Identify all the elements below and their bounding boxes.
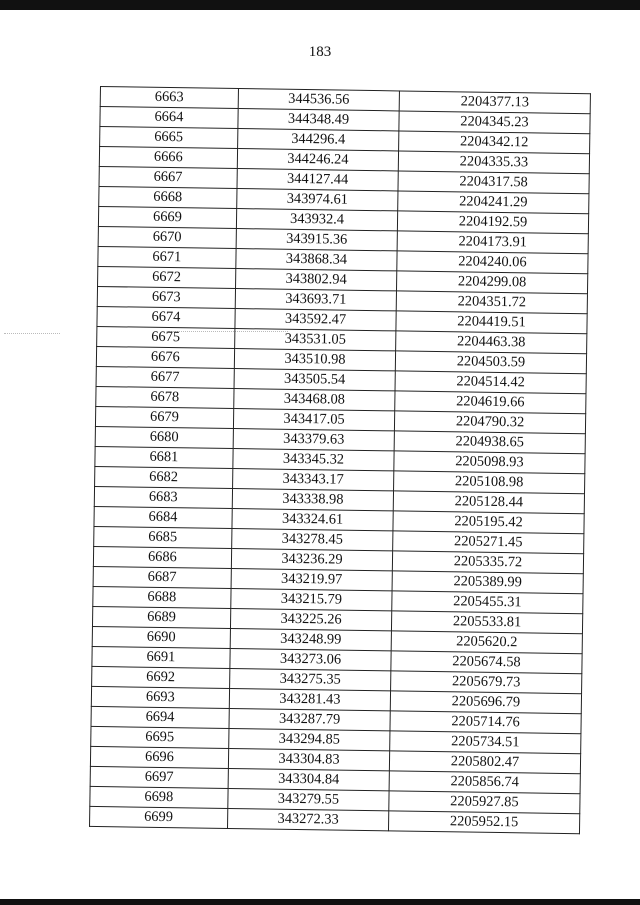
y-coordinate-cell: 2205952.15 xyxy=(388,811,579,834)
point-number-cell: 6690 xyxy=(92,626,230,648)
x-coordinate-cell: 343379.63 xyxy=(233,429,394,451)
page-number: 183 xyxy=(308,44,332,60)
y-coordinate-cell: 2204299.08 xyxy=(396,271,587,294)
x-coordinate-cell: 343281.43 xyxy=(229,688,390,710)
y-coordinate-cell: 2204192.59 xyxy=(397,211,588,234)
y-coordinate-cell: 2205714.76 xyxy=(390,711,581,734)
y-coordinate-cell: 2204241.29 xyxy=(398,191,589,214)
x-coordinate-cell: 343272.33 xyxy=(227,808,388,830)
point-number-cell: 6684 xyxy=(94,506,232,528)
point-number-cell: 6669 xyxy=(98,206,236,228)
point-number-cell: 6692 xyxy=(92,666,230,688)
y-coordinate-cell: 2205802.47 xyxy=(389,751,580,774)
point-number-cell: 6680 xyxy=(95,426,233,448)
point-number-cell: 6673 xyxy=(97,286,235,308)
point-number-cell: 6689 xyxy=(92,606,230,628)
point-number-cell: 6688 xyxy=(93,586,231,608)
x-coordinate-cell: 343345.32 xyxy=(233,449,394,471)
scan-artifact xyxy=(4,333,60,334)
y-coordinate-cell: 2205696.79 xyxy=(390,691,581,714)
point-number-cell: 6667 xyxy=(99,166,237,188)
x-coordinate-cell: 343248.99 xyxy=(230,628,391,650)
x-coordinate-cell: 344296.4 xyxy=(238,129,399,151)
x-coordinate-cell: 343868.34 xyxy=(236,249,397,271)
y-coordinate-cell: 2204619.66 xyxy=(395,391,586,414)
y-coordinate-cell: 2205734.51 xyxy=(390,731,581,754)
x-coordinate-cell: 343343.17 xyxy=(233,469,394,491)
y-coordinate-cell: 2204240.06 xyxy=(397,251,588,274)
point-number-cell: 6697 xyxy=(90,766,228,788)
x-coordinate-cell: 343324.61 xyxy=(232,509,393,531)
x-coordinate-cell: 343273.06 xyxy=(230,648,391,670)
y-coordinate-cell: 2205195.42 xyxy=(393,511,584,534)
y-coordinate-cell: 2205620.2 xyxy=(391,631,582,654)
scan-top-edge xyxy=(0,0,640,10)
y-coordinate-cell: 2204335.33 xyxy=(398,151,589,174)
x-coordinate-cell: 343915.36 xyxy=(236,229,397,251)
x-coordinate-cell: 343468.08 xyxy=(234,389,395,411)
x-coordinate-cell: 343278.45 xyxy=(232,529,393,551)
x-coordinate-cell: 343505.54 xyxy=(234,369,395,391)
point-number-cell: 6664 xyxy=(100,107,238,129)
x-coordinate-cell: 343932.4 xyxy=(236,209,397,231)
x-coordinate-cell: 343802.94 xyxy=(236,269,397,291)
point-number-cell: 6677 xyxy=(96,366,234,388)
y-coordinate-cell: 2205389.99 xyxy=(392,571,583,594)
y-coordinate-cell: 2204938.65 xyxy=(394,431,585,454)
y-coordinate-cell: 2205098.93 xyxy=(394,451,585,474)
y-coordinate-cell: 2205679.73 xyxy=(391,671,582,694)
y-coordinate-cell: 2205335.72 xyxy=(392,551,583,574)
y-coordinate-cell: 2205927.85 xyxy=(389,791,580,814)
point-number-cell: 6666 xyxy=(99,147,237,169)
point-number-cell: 6672 xyxy=(98,266,236,288)
y-coordinate-cell: 2204503.59 xyxy=(395,351,586,374)
point-number-cell: 6693 xyxy=(91,686,229,708)
y-coordinate-cell: 2204351.72 xyxy=(396,291,587,314)
y-coordinate-cell: 2204463.38 xyxy=(396,331,587,354)
point-number-cell: 6699 xyxy=(90,806,228,828)
x-coordinate-cell: 343531.05 xyxy=(235,329,396,351)
point-number-cell: 6678 xyxy=(96,386,234,408)
point-number-cell: 6675 xyxy=(97,326,235,348)
point-number-cell: 6698 xyxy=(90,786,228,808)
coordinates-table xyxy=(89,86,591,834)
point-number-cell: 6676 xyxy=(96,346,234,368)
point-number-cell: 6668 xyxy=(99,186,237,208)
coordinates-table-wrapper xyxy=(89,86,588,834)
point-number-cell: 6691 xyxy=(92,646,230,668)
point-number-cell: 6687 xyxy=(93,566,231,588)
x-coordinate-cell: 343338.98 xyxy=(232,489,393,511)
y-coordinate-cell: 2204377.13 xyxy=(399,91,590,114)
y-coordinate-cell: 2205271.45 xyxy=(393,531,584,554)
scan-top-notch xyxy=(0,0,440,7)
x-coordinate-cell: 343279.55 xyxy=(228,788,389,810)
y-coordinate-cell: 2204345.23 xyxy=(399,111,590,134)
x-coordinate-cell: 343215.79 xyxy=(231,588,392,610)
y-coordinate-cell: 2204317.58 xyxy=(398,171,589,194)
point-number-cell: 6681 xyxy=(95,446,233,468)
point-number-cell: 6682 xyxy=(95,466,233,488)
x-coordinate-cell: 343287.79 xyxy=(229,708,390,730)
y-coordinate-cell: 2204790.32 xyxy=(394,411,585,434)
point-number-cell: 6671 xyxy=(98,246,236,268)
x-coordinate-cell: 344348.49 xyxy=(238,109,399,131)
y-coordinate-cell: 2205674.58 xyxy=(391,651,582,674)
point-number-cell: 6665 xyxy=(100,127,238,149)
point-number-cell: 6685 xyxy=(94,526,232,548)
point-number-cell: 6674 xyxy=(97,306,235,328)
y-coordinate-cell: 2204342.12 xyxy=(399,131,590,154)
y-coordinate-cell: 2205108.98 xyxy=(394,471,585,494)
y-coordinate-cell: 2205455.31 xyxy=(392,591,583,614)
y-coordinate-cell: 2204173.91 xyxy=(397,231,588,254)
point-number-cell: 6694 xyxy=(91,706,229,728)
x-coordinate-cell: 343219.97 xyxy=(231,569,392,591)
x-coordinate-cell: 343304.84 xyxy=(228,768,389,790)
x-coordinate-cell: 344127.44 xyxy=(237,169,398,191)
x-coordinate-cell: 343592.47 xyxy=(235,309,396,331)
x-coordinate-cell: 343304.83 xyxy=(228,748,389,770)
x-coordinate-cell: 343417.05 xyxy=(233,409,394,431)
x-coordinate-cell: 344536.56 xyxy=(238,89,399,111)
y-coordinate-cell: 2205856.74 xyxy=(389,771,580,794)
point-number-cell: 6670 xyxy=(98,226,236,248)
x-coordinate-cell: 343974.61 xyxy=(237,189,398,211)
y-coordinate-cell: 2204514.42 xyxy=(395,371,586,394)
scan-bottom-edge xyxy=(0,899,640,905)
point-number-cell: 6696 xyxy=(90,746,228,768)
point-number-cell: 6683 xyxy=(94,486,232,508)
x-coordinate-cell: 343236.29 xyxy=(231,549,392,571)
point-number-cell: 6663 xyxy=(100,87,238,109)
x-coordinate-cell: 344246.24 xyxy=(237,149,398,171)
x-coordinate-cell: 343275.35 xyxy=(230,668,391,690)
point-number-cell: 6679 xyxy=(95,406,233,428)
table-body xyxy=(90,87,591,834)
x-coordinate-cell: 343510.98 xyxy=(234,349,395,371)
x-coordinate-cell: 343294.85 xyxy=(229,728,390,750)
y-coordinate-cell: 2204419.51 xyxy=(396,311,587,334)
x-coordinate-cell: 343693.71 xyxy=(235,289,396,311)
y-coordinate-cell: 2205533.81 xyxy=(391,611,582,634)
x-coordinate-cell: 343225.26 xyxy=(230,608,391,630)
point-number-cell: 6686 xyxy=(93,546,231,568)
point-number-cell: 6695 xyxy=(91,726,229,748)
y-coordinate-cell: 2205128.44 xyxy=(393,491,584,514)
